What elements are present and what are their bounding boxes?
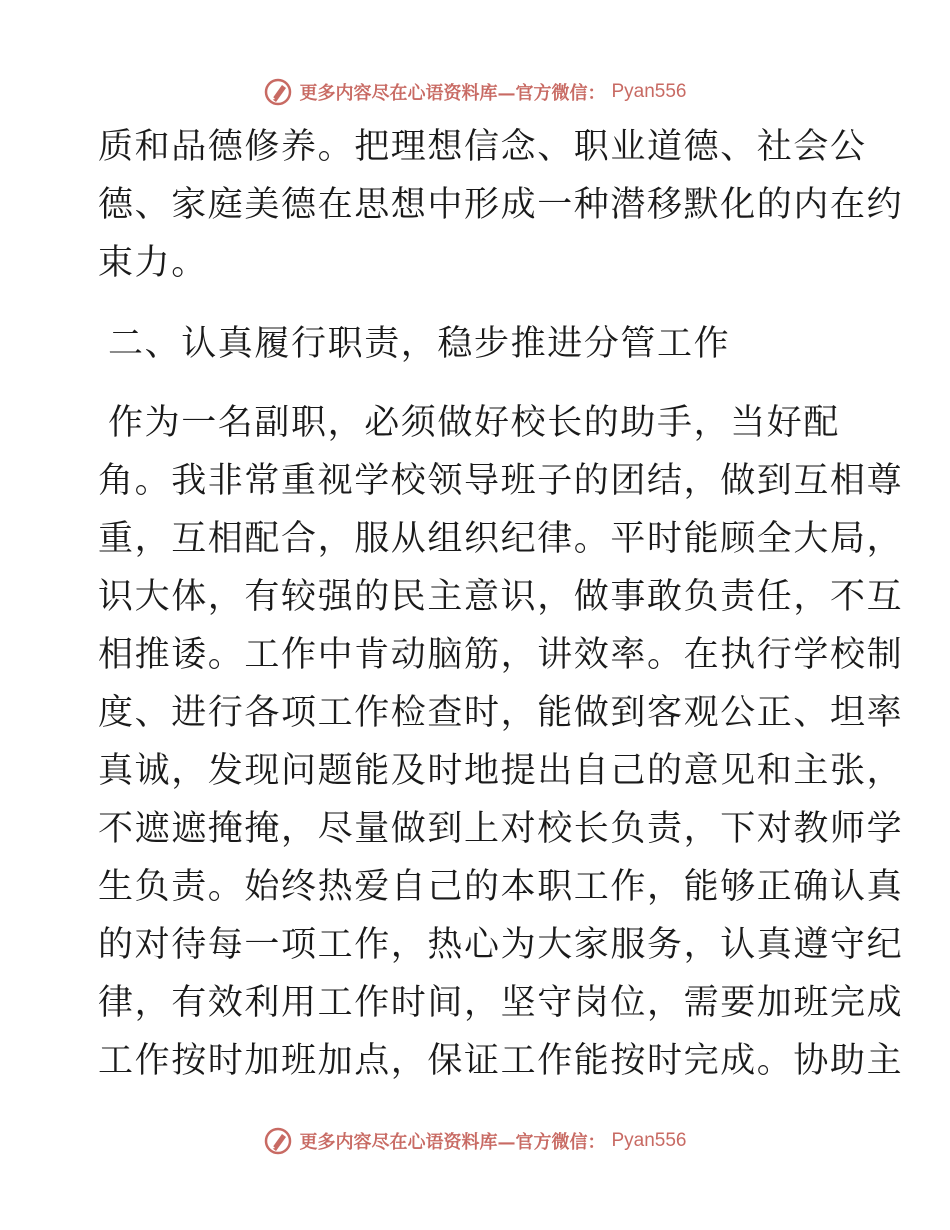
header-watermark: [0, 72, 950, 112]
paragraph-line: 相推诿。工作中肯动脑筋，讲效率。在执行学校制: [98, 635, 904, 675]
paragraph-line: 生负责。始终热爱自己的本职工作，能够正确认真: [98, 867, 904, 907]
paragraph-line: 不遮遮掩掩，尽量做到上对校长负责，下对教师学: [98, 809, 904, 849]
document-body: [98, 118, 904, 1090]
paragraph-line: 德、家庭美德在思想中形成一种潜移默化的内在约: [98, 185, 904, 225]
pen-logo-icon: [263, 77, 293, 107]
paragraph-line: 作为一名副职，必须做好校长的助手，当好配: [108, 403, 841, 443]
watermark-text: 更多内容尽在心语资料库—官方微信：: [299, 1132, 606, 1153]
watermark-text: 更多内容尽在心语资料库—官方微信：: [299, 83, 606, 104]
paragraph-line: 工作按时加班加点，保证工作能按时完成。协助主: [98, 1041, 904, 1081]
paragraph-line: 识大体，有较强的民主意识，做事敢负责任，不互: [98, 577, 904, 617]
pen-logo-icon: [263, 1126, 293, 1156]
paragraph-line: 真诚，发现问题能及时地提出自己的意见和主张，: [98, 751, 904, 791]
watermark-wechat-id: Pyan556: [611, 81, 687, 102]
paragraph-line: 角。我非常重视学校领导班子的团结，做到互相尊: [98, 461, 904, 501]
paragraph-line: 律，有效利用工作时间，坚守岗位，需要加班完成: [98, 983, 904, 1023]
paragraph-line: 的对待每一项工作，热心为大家服务，认真遵守纪: [98, 925, 904, 965]
watermark-wechat-id: Pyan556: [611, 1130, 687, 1151]
section-heading: 二、认真履行职责，稳步推进分管工作: [108, 324, 731, 364]
paragraph-line: 束力。: [98, 243, 208, 283]
paragraph-line: 质和品德修养。把理想信念、职业道德、社会公: [98, 127, 867, 167]
paragraph-line: 度、进行各项工作检查时，能做到客观公正、坦率: [98, 693, 904, 733]
footer-watermark: [0, 1121, 950, 1161]
paragraph-line: 重，互相配合，服从组织纪律。平时能顾全大局，: [98, 519, 904, 559]
